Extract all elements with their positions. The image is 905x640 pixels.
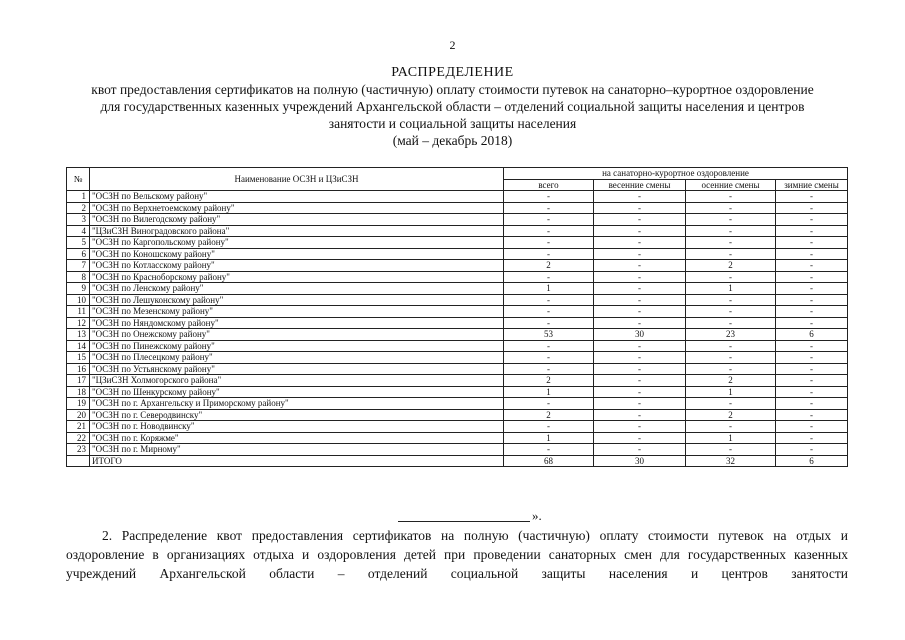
row-number: 20	[67, 409, 90, 421]
row-winter: -	[776, 409, 848, 421]
row-winter: -	[776, 271, 848, 283]
paragraph-line-2: оздоровление в организациях отдыха и оздоровления детей при проведении санаторных смен для государственных казенных	[66, 547, 848, 562]
row-spring: -	[594, 340, 686, 352]
table-row	[67, 398, 848, 410]
row-winter: -	[776, 317, 848, 329]
row-number: 2	[67, 202, 90, 214]
row-spring: -	[594, 386, 686, 398]
row-spring: -	[594, 248, 686, 260]
row-total: -	[504, 421, 594, 433]
row-total: -	[504, 340, 594, 352]
document-heading	[60, 64, 845, 149]
table-row	[67, 283, 848, 295]
heading-line-3: занятости и социальной защиты населения	[328, 116, 577, 131]
row-number: 17	[67, 375, 90, 387]
row-winter: -	[776, 202, 848, 214]
heading-line-1: квот предоставления сертификатов на полную (частичную) оплату стоимости путевок на санаторно–курортное оздоровление	[91, 82, 814, 97]
row-name: "ОСЗН по Устьянскому району"	[90, 363, 504, 375]
row-autumn: 2	[686, 375, 776, 387]
row-winter: -	[776, 375, 848, 387]
heading-period: (май – декабрь 2018)	[392, 133, 513, 148]
heading-line-2: для государственных казенных учреждений Архангельской области – отделений социальной защиты населения и центров	[100, 99, 805, 114]
row-autumn: 2	[686, 409, 776, 421]
table-row	[67, 386, 848, 398]
row-number: 23	[67, 444, 90, 456]
row-total: -	[504, 225, 594, 237]
row-winter: -	[776, 421, 848, 433]
row-name: "ОСЗН по Няндомскому району"	[90, 317, 504, 329]
total-row-num	[67, 455, 90, 467]
row-name: "ЦЗиСЗН Виноградовского района"	[90, 225, 504, 237]
row-winter: -	[776, 191, 848, 203]
row-total: -	[504, 398, 594, 410]
row-autumn: -	[686, 421, 776, 433]
total-spring: 30	[594, 455, 686, 467]
table-row	[67, 444, 848, 456]
row-winter: -	[776, 432, 848, 444]
paragraph-line-3: учреждений Архангельской области – отделений социальной защиты населения и центров занятости	[66, 566, 848, 581]
total-label: ИТОГО	[90, 455, 504, 467]
table-row	[67, 352, 848, 364]
row-spring: -	[594, 352, 686, 364]
row-autumn: -	[686, 444, 776, 456]
row-spring: -	[594, 283, 686, 295]
quota-table-body	[67, 191, 848, 456]
row-winter: -	[776, 260, 848, 272]
row-total: -	[504, 237, 594, 249]
row-winter: 6	[776, 329, 848, 341]
row-autumn: 2	[686, 260, 776, 272]
row-winter: -	[776, 237, 848, 249]
row-autumn: -	[686, 294, 776, 306]
row-spring: -	[594, 202, 686, 214]
row-name: "ОСЗН по Верхнетоемскому району"	[90, 202, 504, 214]
row-total: 53	[504, 329, 594, 341]
row-name: "ОСЗН по Лешуконскому району"	[90, 294, 504, 306]
row-number: 22	[67, 432, 90, 444]
row-total: -	[504, 294, 594, 306]
row-winter: -	[776, 386, 848, 398]
row-name: "ОСЗН по Ленскому району"	[90, 283, 504, 295]
row-total: 1	[504, 386, 594, 398]
row-autumn: 1	[686, 283, 776, 295]
table-row	[67, 248, 848, 260]
row-spring: -	[594, 363, 686, 375]
row-winter: -	[776, 398, 848, 410]
row-number: 19	[67, 398, 90, 410]
paragraph-2	[66, 526, 848, 583]
row-autumn: -	[686, 214, 776, 226]
table-row	[67, 329, 848, 341]
row-number: 12	[67, 317, 90, 329]
row-total: -	[504, 352, 594, 364]
row-number: 15	[67, 352, 90, 364]
col-header-winter: зимние смены	[776, 179, 848, 191]
row-autumn: -	[686, 191, 776, 203]
row-total: -	[504, 306, 594, 318]
row-spring: -	[594, 432, 686, 444]
row-autumn: -	[686, 248, 776, 260]
row-total: -	[504, 271, 594, 283]
row-spring: -	[594, 317, 686, 329]
row-number: 14	[67, 340, 90, 352]
col-group-header: на санаторно-курортное оздоровление	[504, 168, 848, 180]
row-total: 2	[504, 375, 594, 387]
row-spring: -	[594, 375, 686, 387]
row-number: 21	[67, 421, 90, 433]
page-number: 2	[449, 38, 456, 52]
col-header-spring: весенние смены	[594, 179, 686, 191]
total-row	[67, 455, 848, 467]
row-spring: -	[594, 444, 686, 456]
row-autumn: -	[686, 363, 776, 375]
row-spring: -	[594, 260, 686, 272]
row-name: "ЦЗиСЗН Холмогорского района"	[90, 375, 504, 387]
col-header-number: №	[67, 168, 90, 191]
row-number: 7	[67, 260, 90, 272]
total-autumn: 32	[686, 455, 776, 467]
table-row	[67, 363, 848, 375]
row-spring: -	[594, 237, 686, 249]
row-number: 5	[67, 237, 90, 249]
quota-table	[66, 167, 848, 467]
row-autumn: -	[686, 398, 776, 410]
table-row	[67, 317, 848, 329]
row-number: 4	[67, 225, 90, 237]
table-row	[67, 260, 848, 272]
row-spring: -	[594, 409, 686, 421]
row-name: "ОСЗН по Красноборскому району"	[90, 271, 504, 283]
row-name: "ОСЗН по г. Коряжме"	[90, 432, 504, 444]
table-row	[67, 375, 848, 387]
table-row	[67, 191, 848, 203]
row-winter: -	[776, 294, 848, 306]
row-total: -	[504, 444, 594, 456]
row-name: "ОСЗН по г. Северодвинску"	[90, 409, 504, 421]
row-total: -	[504, 248, 594, 260]
row-autumn: -	[686, 317, 776, 329]
row-total: -	[504, 214, 594, 226]
row-name: "ОСЗН по г. Архангельску и Приморскому району"	[90, 398, 504, 410]
row-number: 9	[67, 283, 90, 295]
col-header-autumn: осенние смены	[686, 179, 776, 191]
row-spring: -	[594, 306, 686, 318]
row-spring: -	[594, 421, 686, 433]
row-name: "ОСЗН по Вилегодскому району"	[90, 214, 504, 226]
row-autumn: 1	[686, 386, 776, 398]
table-row	[67, 294, 848, 306]
row-winter: -	[776, 225, 848, 237]
table-row	[67, 306, 848, 318]
table-row	[67, 202, 848, 214]
row-total: 1	[504, 283, 594, 295]
row-spring: -	[594, 271, 686, 283]
paragraph-line-1: 2. Распределение квот предоставления сертификатов на полную (частичную) оплату стоимости путевок на отдых и	[102, 528, 848, 543]
closing-quote: ».	[532, 508, 542, 523]
signature-line	[398, 511, 530, 522]
row-total: -	[504, 191, 594, 203]
col-header-total: всего	[504, 179, 594, 191]
row-autumn: -	[686, 271, 776, 283]
row-name: "ОСЗН по Шенкурскому району"	[90, 386, 504, 398]
row-autumn: -	[686, 306, 776, 318]
row-total: 2	[504, 409, 594, 421]
row-name: "ОСЗН по г. Мирному"	[90, 444, 504, 456]
row-name: "ОСЗН по Котласскому району"	[90, 260, 504, 272]
row-number: 10	[67, 294, 90, 306]
row-name: "ОСЗН по Коношскому району"	[90, 248, 504, 260]
row-winter: -	[776, 214, 848, 226]
col-header-name: Наименование ОСЗН и ЦЗиСЗН	[90, 168, 504, 191]
row-name: "ОСЗН по Каргопольскому району"	[90, 237, 504, 249]
table-row	[67, 340, 848, 352]
row-spring: -	[594, 294, 686, 306]
row-winter: -	[776, 444, 848, 456]
row-winter: -	[776, 283, 848, 295]
row-number: 18	[67, 386, 90, 398]
row-name: "ОСЗН по Мезенскому району"	[90, 306, 504, 318]
table-row	[67, 409, 848, 421]
row-winter: -	[776, 352, 848, 364]
table-row	[67, 237, 848, 249]
row-autumn: -	[686, 352, 776, 364]
row-name: "ОСЗН по Онежскому району"	[90, 329, 504, 341]
row-spring: -	[594, 214, 686, 226]
row-total: -	[504, 317, 594, 329]
table-row	[67, 225, 848, 237]
row-spring: -	[594, 225, 686, 237]
table-row	[67, 421, 848, 433]
row-autumn: -	[686, 340, 776, 352]
table-row	[67, 271, 848, 283]
row-spring: -	[594, 398, 686, 410]
row-number: 13	[67, 329, 90, 341]
row-number: 16	[67, 363, 90, 375]
row-total: 1	[504, 432, 594, 444]
row-autumn: -	[686, 202, 776, 214]
row-number: 6	[67, 248, 90, 260]
row-total: 2	[504, 260, 594, 272]
row-winter: -	[776, 363, 848, 375]
row-number: 8	[67, 271, 90, 283]
row-autumn: -	[686, 237, 776, 249]
row-name: "ОСЗН по г. Новодвинску"	[90, 421, 504, 433]
row-autumn: 23	[686, 329, 776, 341]
row-total: -	[504, 202, 594, 214]
row-total: -	[504, 363, 594, 375]
total-winter: 6	[776, 455, 848, 467]
row-spring: 30	[594, 329, 686, 341]
row-winter: -	[776, 340, 848, 352]
table-row	[67, 432, 848, 444]
row-winter: -	[776, 306, 848, 318]
row-name: "ОСЗН по Вельскому району"	[90, 191, 504, 203]
row-autumn: -	[686, 225, 776, 237]
row-number: 3	[67, 214, 90, 226]
table-row	[67, 214, 848, 226]
row-name: "ОСЗН по Пинежскому району"	[90, 340, 504, 352]
row-spring: -	[594, 191, 686, 203]
row-number: 11	[67, 306, 90, 318]
row-autumn: 1	[686, 432, 776, 444]
total-all: 68	[504, 455, 594, 467]
row-number: 1	[67, 191, 90, 203]
row-winter: -	[776, 248, 848, 260]
document-title: РАСПРЕДЕЛЕНИЕ	[391, 65, 514, 80]
row-name: "ОСЗН по Плесецкому району"	[90, 352, 504, 364]
